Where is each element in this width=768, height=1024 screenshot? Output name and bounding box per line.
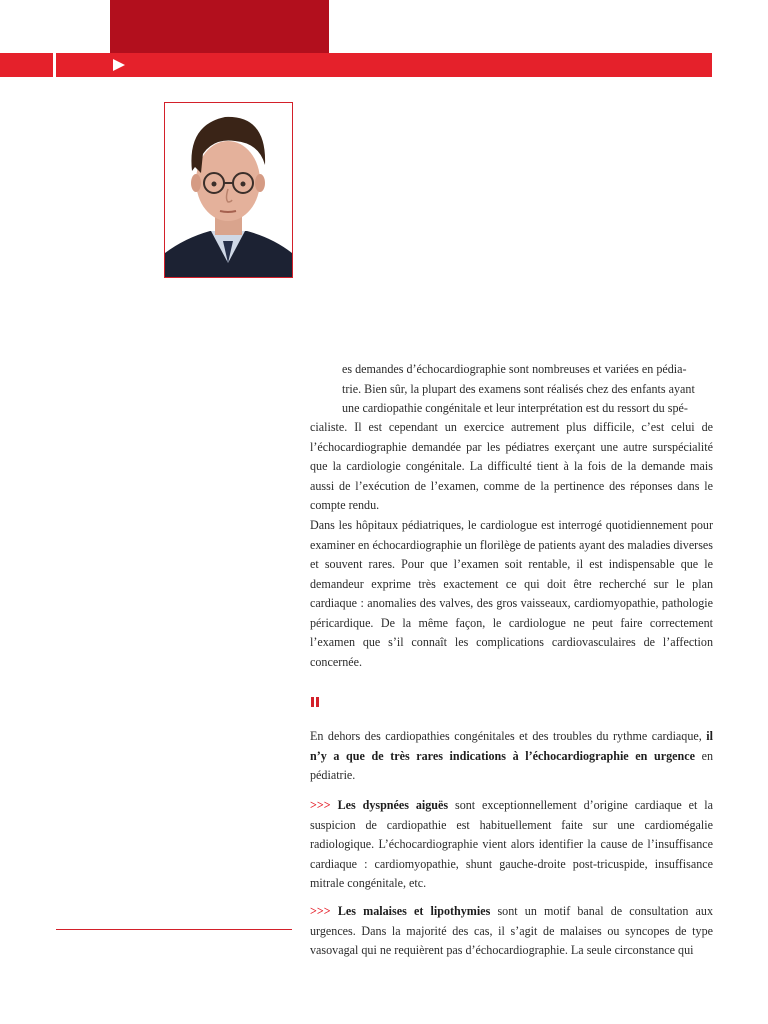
margin-rule [56, 929, 292, 930]
item2-title: Les malaises et lipothymies [337, 904, 491, 918]
header-dark-block [110, 0, 329, 53]
section-p1-end: en pédiatrie. [310, 748, 713, 782]
intro-line-1: es demandes d’échocardiographie sont nombreuses et variées en pédia- [342, 362, 687, 376]
item1-text: sont exceptionnellement d’origine cardiaque et la suspicion de cardiopathie est habituellement faite sur une cardiomégalie radiologique. L’échocardiographie vient alors identifier la cause de l’insuffisance cardiaque : cardiomyopathie, shunt gauche-droite post-tricuspide, insuffisance mitrale congénitale, etc. [310, 798, 714, 890]
section-p1-start: En dehors des cardiopathies congénitales et des troubles du rythme cardiaque, [310, 729, 707, 743]
item1-title: Les dyspnées aiguës [337, 798, 449, 812]
paragraph-2-text: Dans les hôpitaux pédiatriques, le cardiologue est interrogé quotidiennement pour examiner en échocardiographie un florilège de patients ayant des maladies diverses et souvent rares. Pour que l’examen soit rentable, il est indispensable que le demandeur exprime très exactement ce qui doit être recherché sur le plan cardiaque : anomalies des valves, des gros vaisseaux, cardiomyopathie, pathologie péricardique. De la même façon, le cardiologue ne peut faire correctement l’examen que s’il connaît les complications cardiovasculaires de l’affection concernée. [310, 518, 713, 669]
intro-rest: cialiste. Il est cependant un exercice autrement plus difficile, c’est celui de l’échocardiographie demandée par les pédiatres exerçant une autre surspécialité que la cardiologie congénitale. La difficulté tient à la fois de la demande mais aussi de l’exécution de l’examen, comme de la pertinence des réponses dans le compte rendu. [310, 420, 713, 512]
item-malaises [310, 902, 713, 961]
triple-arrow-icon: >>> [310, 904, 331, 918]
item2-text: sont un motif banal de consultation aux urgences. Dans la majorité des cas, il s’agit de malaises ou syncopes de type vasovagal qui ne requièrent pas d’échocardiographie. La seule circonstance qui [310, 904, 713, 957]
double-bar-icon [311, 697, 320, 707]
header-band [56, 53, 712, 77]
play-arrow-icon [113, 59, 125, 71]
header-band-left [0, 53, 53, 77]
triple-arrow-icon: >>> [310, 798, 331, 812]
section-paragraph-1 [310, 727, 713, 786]
section-p1-bold: il n’y a que de très rares indications à l’échocardiographie en urgence [310, 729, 713, 763]
intro-paragraph [310, 418, 713, 516]
intro-line-2: trie. Bien sûr, la plupart des examens sont réalisés chez des enfants ayant [342, 381, 695, 396]
author-portrait [164, 102, 293, 278]
portrait-photo [165, 103, 292, 277]
intro-indented-lines [342, 360, 713, 419]
paragraph-2 [310, 516, 713, 672]
intro-line-3: une cardiopathie congénitale et leur interprétation est du ressort du spé- [342, 401, 688, 415]
item-dyspnees [310, 796, 713, 894]
